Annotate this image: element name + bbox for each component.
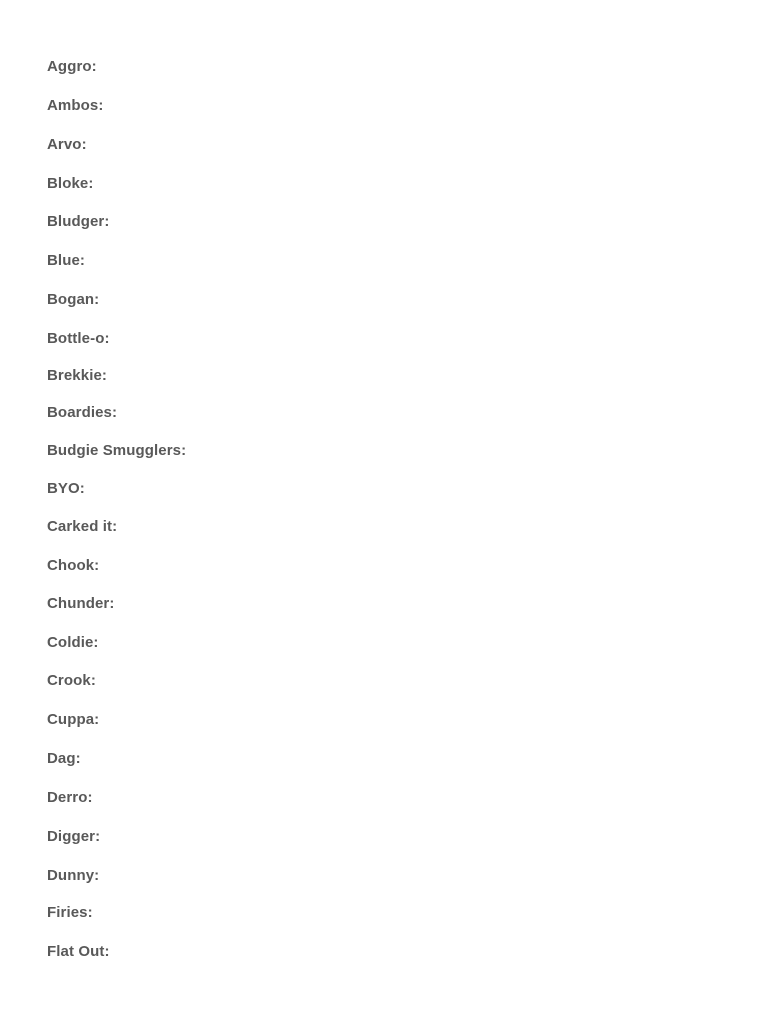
term-digger: Digger:	[47, 828, 101, 845]
term-bludger: Bludger:	[47, 213, 110, 230]
term-budgie-smugglers: Budgie Smugglers:	[47, 442, 187, 459]
term-firies: Firies:	[47, 904, 93, 921]
term-chook: Chook:	[47, 557, 100, 574]
slang-term-list	[47, 0, 727, 1024]
term-carked-it: Carked it:	[47, 518, 118, 535]
term-bloke: Bloke:	[47, 175, 94, 192]
term-ambos: Ambos:	[47, 97, 104, 114]
term-boardies: Boardies:	[47, 404, 118, 421]
term-flat-out: Flat Out:	[47, 943, 110, 960]
term-crook: Crook:	[47, 672, 96, 689]
term-aggro: Aggro:	[47, 58, 97, 75]
term-dunny: Dunny:	[47, 867, 100, 884]
term-coldie: Coldie:	[47, 634, 99, 651]
term-derro: Derro:	[47, 789, 93, 806]
term-dag: Dag:	[47, 750, 81, 767]
term-brekkie: Brekkie:	[47, 367, 108, 384]
term-cuppa: Cuppa:	[47, 711, 100, 728]
term-arvo: Arvo:	[47, 136, 87, 153]
term-byo: BYO:	[47, 480, 85, 497]
term-blue: Blue:	[47, 252, 85, 269]
term-bottle-o: Bottle-o:	[47, 330, 110, 347]
term-chunder: Chunder:	[47, 595, 115, 612]
term-bogan: Bogan:	[47, 291, 100, 308]
